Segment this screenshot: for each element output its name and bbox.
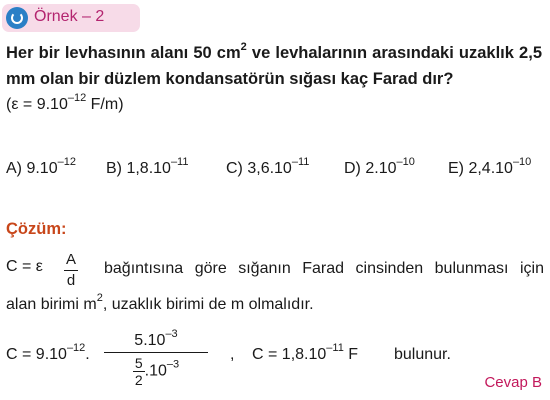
question-part: Her bir levhasının alanı 50 cm: [6, 44, 241, 62]
option-value: 9.10: [26, 160, 58, 177]
constant-exponent: –12: [67, 92, 87, 104]
calc-exponent: –12: [66, 342, 86, 354]
option-key: C): [226, 160, 243, 177]
question-part: ve levhalarının arasındaki uzaklık 2,5 mm olan bir düzlem kondansatörün sığası kaç Farad dır?: [6, 44, 542, 88]
inner-numerator: 5: [134, 355, 143, 371]
formula-explanation: bağıntısına göre sığanın Farad cinsinden bulunması için: [104, 260, 544, 277]
formula-lhs: C = ε: [6, 258, 43, 275]
inner-denominator: 2: [134, 372, 143, 388]
example-label: Örnek – 2: [34, 8, 105, 25]
calc-conclusion: bulunur.: [394, 346, 451, 363]
option-value: 2.10: [365, 160, 397, 177]
result-exponent: –11: [326, 342, 344, 354]
option-exponent: –10: [396, 156, 415, 168]
calc-den-exponent: –3: [166, 358, 180, 371]
option-key: A): [6, 160, 22, 177]
option-value: 3,6.10: [247, 160, 292, 177]
option-e[interactable]: [448, 156, 532, 178]
option-key: E): [448, 160, 464, 177]
calc-part: .: [85, 346, 90, 363]
question-superscript: 2: [240, 41, 247, 53]
unit-note-part: alan birimi m: [6, 296, 97, 313]
calc-result: [252, 342, 359, 364]
result-part: C = 1,8.10: [252, 346, 327, 363]
option-exponent: –10: [512, 156, 532, 168]
formula-numerator: A: [64, 250, 78, 271]
constant-part: F/m): [86, 96, 124, 113]
option-d[interactable]: [344, 156, 415, 178]
option-exponent: –12: [57, 156, 76, 168]
calc-part: C = 9.10: [6, 346, 67, 363]
option-a[interactable]: [6, 156, 76, 178]
option-key: D): [344, 160, 361, 177]
option-key: B): [106, 160, 122, 177]
option-c[interactable]: [226, 156, 310, 178]
calc-inner-fraction: [133, 355, 145, 388]
calc-num-base: 5.10: [134, 332, 166, 349]
calc-separator: ,: [230, 346, 235, 363]
option-exponent: –11: [170, 156, 189, 168]
circle-arrow-icon: [6, 7, 28, 29]
calc-lhs: [6, 342, 90, 364]
calc-numerator: [104, 328, 208, 353]
example-badge: [2, 4, 140, 32]
unit-note: [6, 292, 314, 314]
constant-part: (ε = 9.10: [6, 96, 68, 113]
unit-note-exponent: 2: [96, 292, 103, 304]
formula-denominator: d: [66, 272, 76, 289]
unit-note-part: , uzaklık birimi de m olmalıdır.: [102, 296, 314, 313]
answer-label: Cevap B: [484, 374, 542, 391]
calc-den-base: .10: [144, 362, 167, 380]
formula-fraction: [64, 250, 78, 291]
option-b[interactable]: [106, 156, 189, 178]
solution-heading: Çözüm:: [6, 220, 67, 238]
option-exponent: –11: [291, 156, 310, 168]
calc-fraction: [104, 328, 208, 388]
calc-num-exponent: –3: [165, 328, 178, 340]
calc-denominator: [104, 353, 208, 388]
option-value: 2,4.10: [468, 160, 513, 177]
permittivity-constant: [6, 92, 124, 114]
option-value: 1,8.10: [126, 160, 171, 177]
result-part: F: [343, 346, 359, 363]
question-text: [6, 40, 542, 92]
